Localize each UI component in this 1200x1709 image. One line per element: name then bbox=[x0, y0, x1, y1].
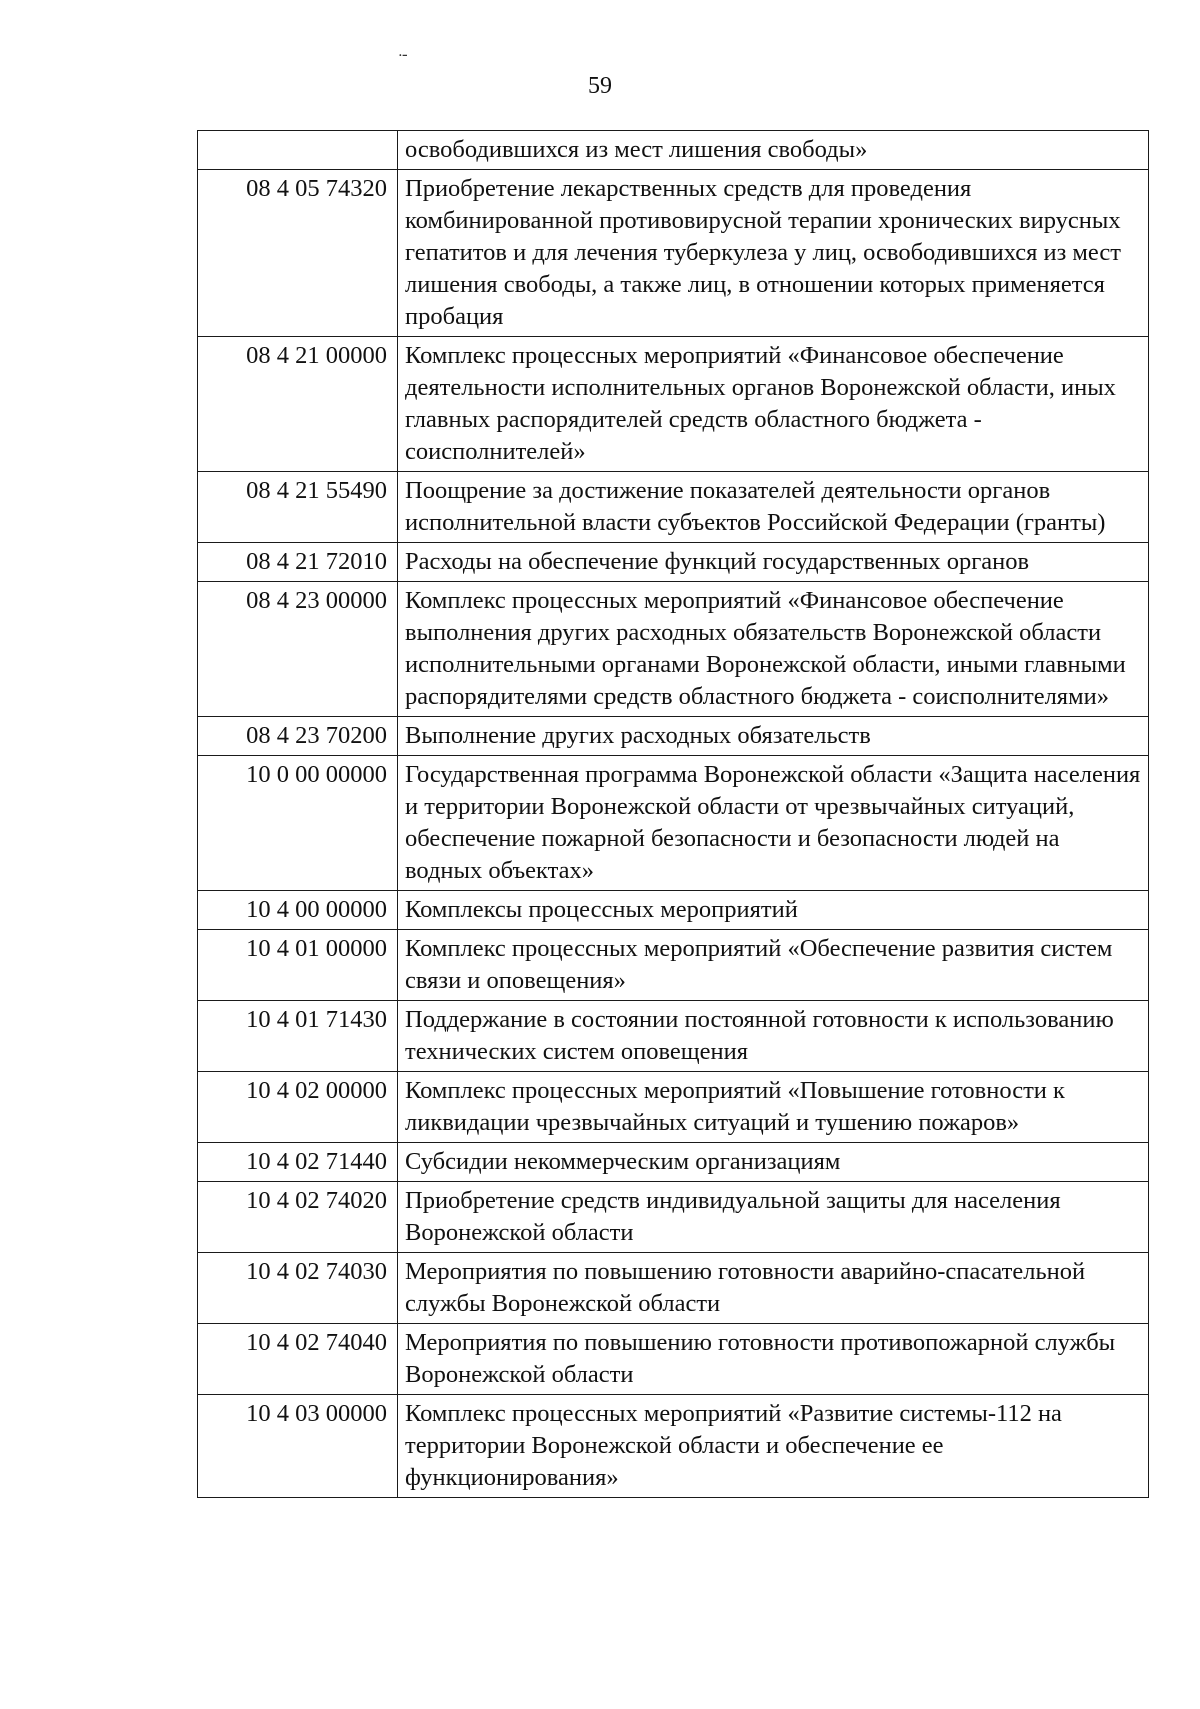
row-name: Приобретение лекарственных средств для проведения комбинированной противовирусной терапии хронических вирусных гепатитов и для лечения туберкулеза у лиц, освободившихся из мест лишения свободы, а также лиц, в отношении которых применяется пробация bbox=[398, 170, 1149, 337]
row-name: Комплекс процессных мероприятий «Повышение готовности к ликвидации чрезвычайных ситуаций и тушению пожаров» bbox=[398, 1072, 1149, 1143]
table-row bbox=[198, 472, 1149, 543]
row-name: Комплекс процессных мероприятий «Финансовое обеспечение деятельности исполнительных органов Воронежской области, иных главных распорядителей средств областного бюджета - соисполнителей» bbox=[398, 337, 1149, 472]
row-code: 10 0 00 00000 bbox=[198, 756, 398, 891]
row-name: Комплекс процессных мероприятий «Развитие системы-112 на территории Воронежской области и обеспечение ее функционирования» bbox=[398, 1395, 1149, 1498]
row-name: Мероприятия по повышению готовности аварийно-спасательной службы Воронежской области bbox=[398, 1253, 1149, 1324]
row-name: Поощрение за достижение показателей деятельности органов исполнительной власти субъектов Российской Федерации (гранты) bbox=[398, 472, 1149, 543]
row-code: 10 4 02 74020 bbox=[198, 1182, 398, 1253]
table-row bbox=[198, 1072, 1149, 1143]
table-row bbox=[198, 1324, 1149, 1395]
row-code: 10 4 01 00000 bbox=[198, 930, 398, 1001]
row-name: Расходы на обеспечение функций государственных органов bbox=[398, 543, 1149, 582]
table-row bbox=[198, 930, 1149, 1001]
row-code: 10 4 02 74040 bbox=[198, 1324, 398, 1395]
row-name: освободившихся из мест лишения свободы» bbox=[398, 131, 1149, 170]
table-row bbox=[198, 1143, 1149, 1182]
row-name: Комплексы процессных мероприятий bbox=[398, 891, 1149, 930]
table-row bbox=[198, 891, 1149, 930]
table-row bbox=[198, 756, 1149, 891]
table-row bbox=[198, 1395, 1149, 1498]
row-code: 08 4 23 70200 bbox=[198, 717, 398, 756]
row-name: Поддержание в состоянии постоянной готовности к использованию технических систем оповещения bbox=[398, 1001, 1149, 1072]
table-row bbox=[198, 1001, 1149, 1072]
row-code: 10 4 02 74030 bbox=[198, 1253, 398, 1324]
table-row bbox=[198, 1253, 1149, 1324]
row-name: Выполнение других расходных обязательств bbox=[398, 717, 1149, 756]
row-code bbox=[198, 131, 398, 170]
table-row bbox=[198, 543, 1149, 582]
row-code: 08 4 23 00000 bbox=[198, 582, 398, 717]
row-code: 08 4 21 00000 bbox=[198, 337, 398, 472]
row-name: Мероприятия по повышению готовности противопожарной службы Воронежской области bbox=[398, 1324, 1149, 1395]
row-code: 08 4 05 74320 bbox=[198, 170, 398, 337]
row-code: 08 4 21 55490 bbox=[198, 472, 398, 543]
row-code: 10 4 01 71430 bbox=[198, 1001, 398, 1072]
row-code: 08 4 21 72010 bbox=[198, 543, 398, 582]
table-row bbox=[198, 582, 1149, 717]
table-body bbox=[198, 131, 1149, 1498]
row-code: 10 4 02 00000 bbox=[198, 1072, 398, 1143]
table-row bbox=[198, 170, 1149, 337]
row-code: 10 4 02 71440 bbox=[198, 1143, 398, 1182]
row-name: Комплекс процессных мероприятий «Финансовое обеспечение выполнения других расходных обязательств Воронежской области исполнительными органами Воронежской области, иными главными распорядителями средств областного бюджета - соисполнителями» bbox=[398, 582, 1149, 717]
row-code: 10 4 03 00000 bbox=[198, 1395, 398, 1498]
budget-classification-table bbox=[197, 130, 1149, 1498]
row-code: 10 4 00 00000 bbox=[198, 891, 398, 930]
table-row bbox=[198, 717, 1149, 756]
scan-mark: ․ـ bbox=[398, 45, 407, 60]
table-row bbox=[198, 131, 1149, 170]
table-row bbox=[198, 337, 1149, 472]
table-row bbox=[198, 1182, 1149, 1253]
row-name: Субсидии некоммерческим организациям bbox=[398, 1143, 1149, 1182]
row-name: Приобретение средств индивидуальной защиты для населения Воронежской области bbox=[398, 1182, 1149, 1253]
row-name: Комплекс процессных мероприятий «Обеспечение развития систем связи и оповещения» bbox=[398, 930, 1149, 1001]
page-number: 59 bbox=[588, 73, 612, 99]
row-name: Государственная программа Воронежской области «Защита населения и территории Воронежской области от чрезвычайных ситуаций, обеспечение пожарной безопасности и безопасности людей на водных объектах» bbox=[398, 756, 1149, 891]
